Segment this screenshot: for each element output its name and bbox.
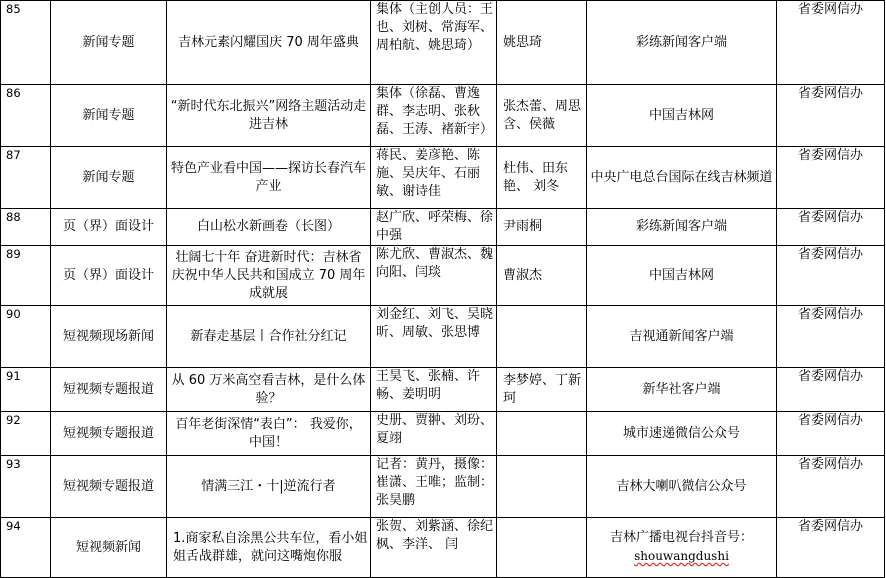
- cell-unit: 省委网信办: [777, 368, 885, 412]
- media-handle: shouwangdushi: [634, 549, 729, 563]
- cell-unit: 省委网信办: [777, 209, 885, 246]
- cell-category: 新闻专题: [51, 147, 167, 209]
- cell-title: “新时代东北振兴”网络主题活动走进吉林: [167, 85, 371, 147]
- table-row: [1, 85, 885, 147]
- table-row: [1, 306, 885, 368]
- cell-reviewer: [497, 518, 587, 578]
- cell-category: 短视频专题报道: [51, 368, 167, 412]
- cell-no: 91: [1, 368, 51, 412]
- cell-authors: 赵广欣、呼荣梅、徐中强: [371, 209, 497, 246]
- cell-title: 新春走基层丨合作社分红记: [167, 306, 371, 368]
- cell-authors: 集体（徐磊、曹逸群、李志明、张秋磊、王涛、褚新宇）: [371, 85, 497, 147]
- cell-title: 白山松水新画卷（长图）: [167, 209, 371, 246]
- cell-unit: 省委网信办: [777, 456, 885, 518]
- cell-title: 从 60 万米高空看吉林，是什么体验？: [167, 368, 371, 412]
- cell-unit: 省委网信办: [777, 85, 885, 147]
- cell-no: 93: [1, 456, 51, 518]
- cell-category: 短视频现场新闻: [51, 306, 167, 368]
- cell-reviewer: 曹淑杰: [497, 246, 587, 306]
- cell-category: 短视频专题报道: [51, 412, 167, 456]
- cell-media: 彩练新闻客户端: [587, 209, 777, 246]
- cell-title: 百年老街深情“表白”： 我爱你，中国！: [167, 412, 371, 456]
- table-row: [1, 456, 885, 518]
- cell-authors: 集体（主创人员：王也、刘树、常海军、周柏航、姚思琦）: [371, 1, 497, 85]
- cell-media: 新华社客户端: [587, 368, 777, 412]
- table-row: [1, 518, 885, 578]
- cell-authors: 记者：黄丹，摄像：崔潇、王唯；监制：张昊鹏: [371, 456, 497, 518]
- cell-media: 城市速递微信公众号: [587, 412, 777, 456]
- cell-media: 彩练新闻客户端: [587, 1, 777, 85]
- cell-authors: 刘金红、刘飞、吴晓昕、周敏、张思博: [371, 306, 497, 368]
- cell-media: 中国吉林网: [587, 246, 777, 306]
- cell-unit: 省委网信办: [777, 412, 885, 456]
- cell-category: 短视频新闻: [51, 518, 167, 578]
- cell-authors: 王昊飞、张楠、许畅、姜明明: [371, 368, 497, 412]
- cell-unit: 省委网信办: [777, 147, 885, 209]
- cell-unit: 省委网信办: [777, 518, 885, 578]
- cell-unit: 省委网信办: [777, 306, 885, 368]
- table-row: [1, 368, 885, 412]
- cell-media: 中央广电总台国际在线吉林频道: [587, 147, 777, 209]
- cell-media: 吉林大喇叭微信公众号: [587, 456, 777, 518]
- cell-title: 1.商家私自涂黑公共车位，看小姐姐舌战群雄，就问这嘴炮你服: [167, 518, 371, 578]
- cell-category: 页（界）面设计: [51, 246, 167, 306]
- table-row: [1, 246, 885, 306]
- cell-title: 情满三江・十|逆流行者: [167, 456, 371, 518]
- cell-category: 页（界）面设计: [51, 209, 167, 246]
- cell-reviewer: [497, 412, 587, 456]
- cell-category: 新闻专题: [51, 1, 167, 85]
- cell-no: 94: [1, 518, 51, 578]
- cell-reviewer: 杜伟、田东艳、 刘冬: [497, 147, 587, 209]
- cell-title: 吉林元素闪耀国庆 70 周年盛典: [167, 1, 371, 85]
- cell-authors: 蒋民、姜彦艳、陈施、吴庆年、石丽敏、谢诗佳: [371, 147, 497, 209]
- cell-reviewer: 姚思琦: [497, 1, 587, 85]
- cell-authors: 陈尤欣、曹淑杰、魏向阳、闫琰: [371, 246, 497, 306]
- cell-reviewer: 张杰蕾、周思含、侯薇: [497, 85, 587, 147]
- cell-media: [587, 518, 777, 578]
- cell-no: 90: [1, 306, 51, 368]
- cell-reviewer: [497, 456, 587, 518]
- cell-no: 89: [1, 246, 51, 306]
- cell-unit: 省委网信办: [777, 246, 885, 306]
- cell-no: 85: [1, 1, 51, 85]
- cell-no: 86: [1, 85, 51, 147]
- table-row: [1, 412, 885, 456]
- cell-category: 短视频专题报道: [51, 456, 167, 518]
- cell-no: 87: [1, 147, 51, 209]
- cell-no: 92: [1, 412, 51, 456]
- cell-unit: 省委网信办: [777, 1, 885, 85]
- cell-reviewer: 李梦婷、丁新珂: [497, 368, 587, 412]
- cell-no: 88: [1, 209, 51, 246]
- table-row: [1, 209, 885, 246]
- cell-authors: 张贺、刘紫涵、徐纪枫、李洋、 闫: [371, 518, 497, 578]
- cell-media: 中国吉林网: [587, 85, 777, 147]
- cell-reviewer: [497, 306, 587, 368]
- cell-title: 特色产业看中国——探访长春汽车产业: [167, 147, 371, 209]
- table-row: [1, 147, 885, 209]
- cell-category: 新闻专题: [51, 85, 167, 147]
- table-row: [1, 1, 885, 85]
- cell-title: 壮阔七十年 奋进新时代：吉林省庆祝中华人民共和国成立 70 周年成就展: [167, 246, 371, 306]
- cell-authors: 史册、贾翀、刘玢、夏翊: [371, 412, 497, 456]
- media-name: 吉林广播电视台抖音号：: [609, 530, 753, 545]
- cell-media: 吉视通新闻客户端: [587, 306, 777, 368]
- cell-reviewer: 尹雨桐: [497, 209, 587, 246]
